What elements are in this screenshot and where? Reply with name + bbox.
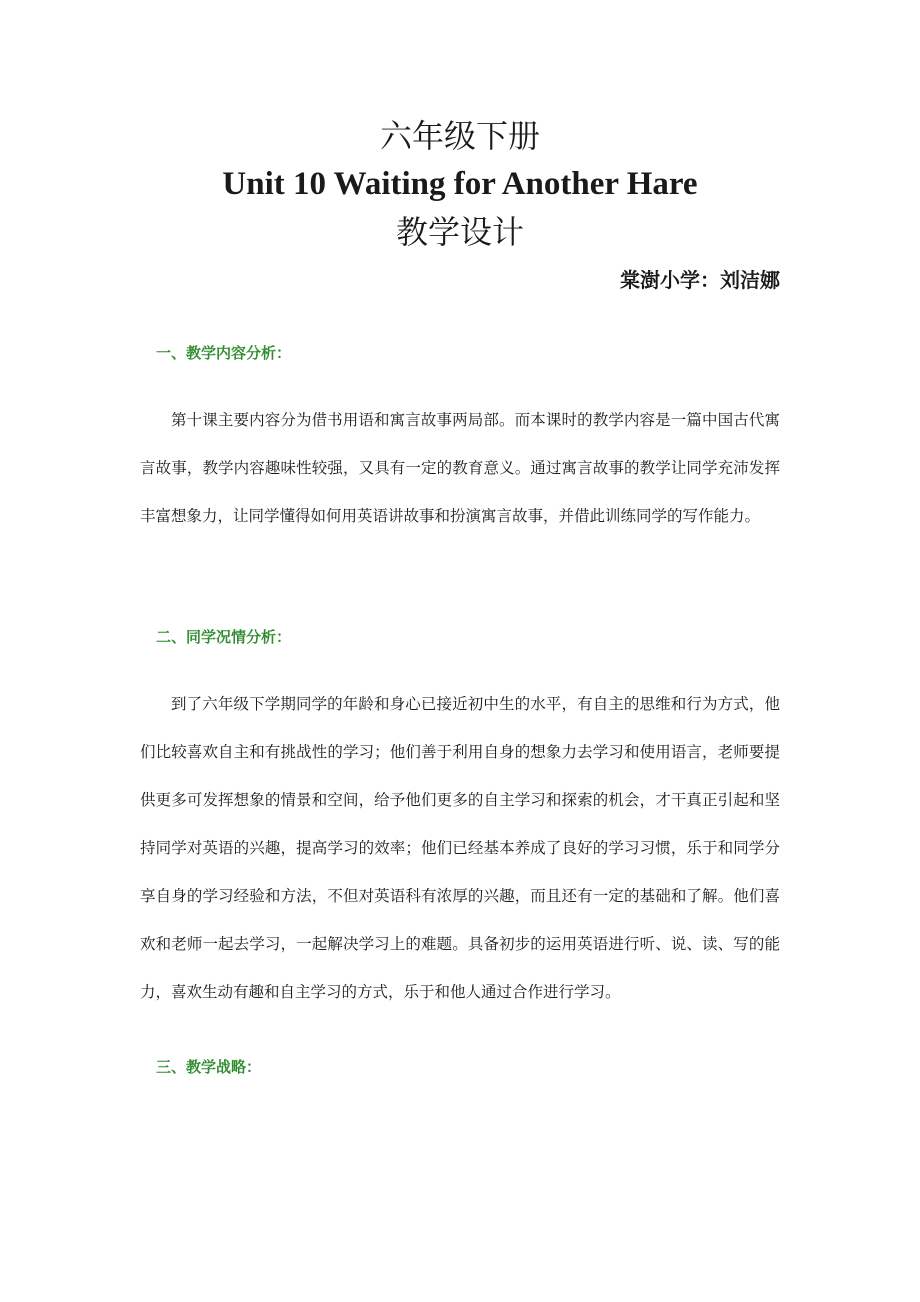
title-design: 教学设计 (395, 213, 524, 251)
section-heading-teaching-strategy: 三、教学战略： (156, 1058, 262, 1076)
section-heading-content-analysis: 一、教学内容分析： (156, 344, 292, 362)
title-unit: Unit 10 Waiting for Another Hare (222, 166, 698, 202)
title-grade: 六年级下册 (379, 117, 540, 155)
document-title (0, 112, 920, 256)
author-line: 棠澍小学：刘洁娜 (620, 268, 780, 292)
section-paragraph-content-analysis: 第十课主要内容分为借书用语和寓言故事两局部。而本课时的教学内容是一篇中国古代寓言故事，教学内容趣味性较强，又具有一定的教育意义。通过寓言故事的教学让同学充沛发挥丰富想象力，让同学懂得如何用英语讲故事和扮演寓言故事，并借此训练同学的写作能力。 (140, 411, 780, 525)
section-paragraph-student-analysis: 到了六年级下学期同学的年龄和身心已接近初中生的水平，有自主的思维和行为方式，他们比较喜欢自主和有挑战性的学习；他们善于利用自身的想象力去学习和使用语言，老师要提供更多可发挥想象的情景和空间，给予他们更多的自主学习和探索的机会，才干真正引起和坚持同学对英语的兴趣，提高学习的效率；他们已经基本养成了良好的学习习惯，乐于和同学分享自身的学习经验和方法，不但对英语科有浓厚的兴趣，而且还有一定的基础和了解。他们喜欢和老师一起去学习，一起解决学习上的难题。具备初步的运用英语进行听、说、读、写的能力，喜欢生动有趣和自主学习的方式，乐于和他人通过合作进行学习。 (140, 695, 780, 1001)
section-heading-student-analysis: 二、同学况情分析： (156, 628, 292, 646)
